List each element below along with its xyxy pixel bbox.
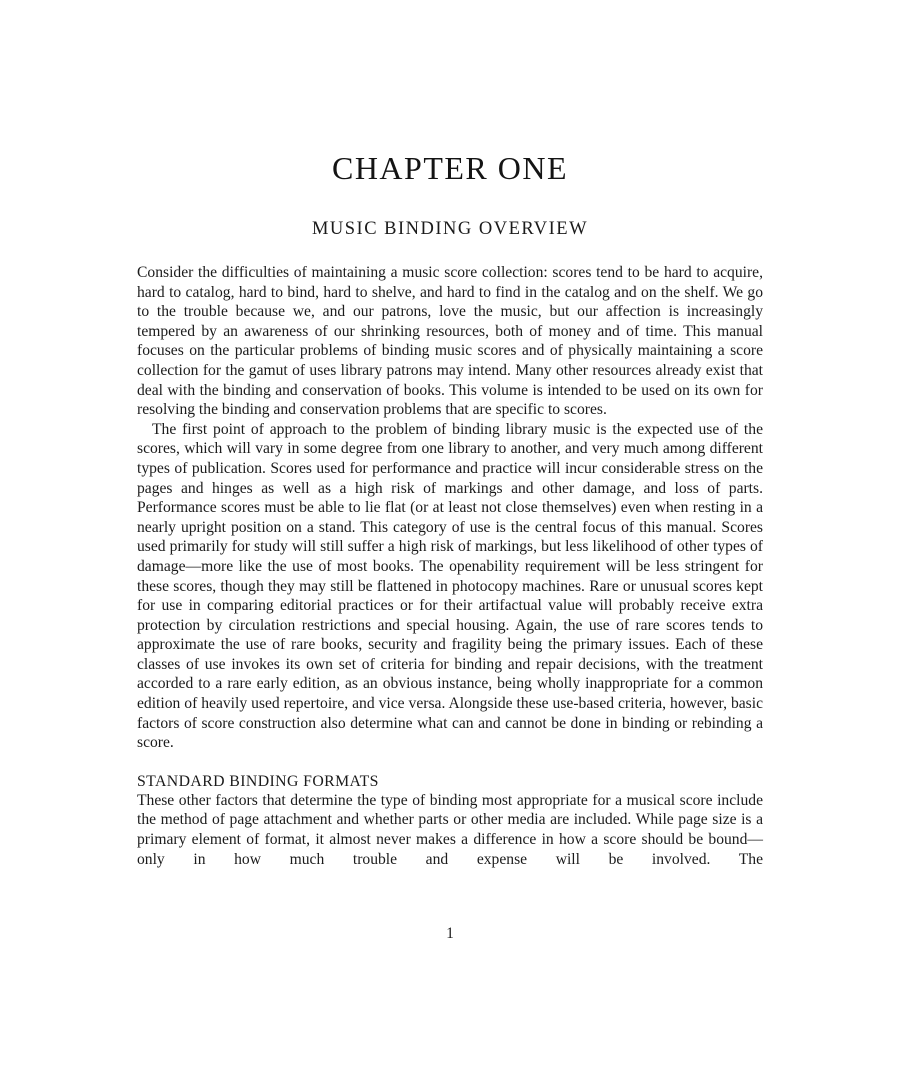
paragraph-2: The first point of approach to the problem of binding library music is the expected use of the scores, which will vary in some degree from one library to another, and very much among different types of publication. Scores used for performance and practice will incur considerable stress on the pages and hinges as well as a high risk of markings and other damage, and loss of parts. Performance scores must be able to lie flat (or at least not close themselves) even when resting in a nearly upright position on a stand. This category of use is the central focus of this manual. Scores used primarily for study will still suffer a high risk of markings, but less likelihood of other types of damage—more like the use of most books. The openability requirement will be less stringent for these scores, though they may still be flattened in photocopy machines. Rare or unusual scores kept for use in comparing editorial practices or for their artifactual value will probably receive extra protection by circulation restrictions and special housing. Again, the use of rare scores tends to approximate the use of rare books, security and fragility being the primary issues. Each of these classes of use invokes its own set of criteria for binding and repair decisions, with the treatment accorded to a rare early edition, as an obvious instance, being wholly inappropriate for a common edition of heavily used repertoire, and vice versa. Alongside these use-based criteria, however, basic factors of score construction also determine what can and cannot be done in binding or rebinding a score. — [137, 420, 763, 752]
paragraph-3: These other factors that determine the type of binding most appropriate for a musical score include the method of page attachment and whether parts or other media are included. While page size is a primary element of format, it almost never makes a difference in how a score should be bound—only in how much trouble and expense will be involved. The — [137, 791, 763, 868]
chapter-title: CHAPTER ONE — [331, 150, 569, 186]
subsection-heading: STANDARD BINDING FORMATS — [137, 772, 379, 790]
page-number: 1 — [446, 925, 454, 942]
paragraph-1: Consider the difficulties of maintaining a music score collection: scores tend to be hard to acquire, hard to catalog, hard to bind, hard to shelve, and hard to find in the catalog and on the shelf. We go to the trouble because we, and our patrons, love the music, but our affection is increasingly tempered by an awareness of our shrinking resources, both of money and of time. This manual focuses on the particular problems of binding music scores and of physically maintaining a score collection for the gamut of uses library patrons may intend. Many other resources already exist that deal with the binding and conservation of books. This volume is intended to be used on its own for resolving the binding and conservation problems that are specific to scores. — [137, 264, 763, 419]
section-title: MUSIC BINDING OVERVIEW — [311, 219, 589, 239]
